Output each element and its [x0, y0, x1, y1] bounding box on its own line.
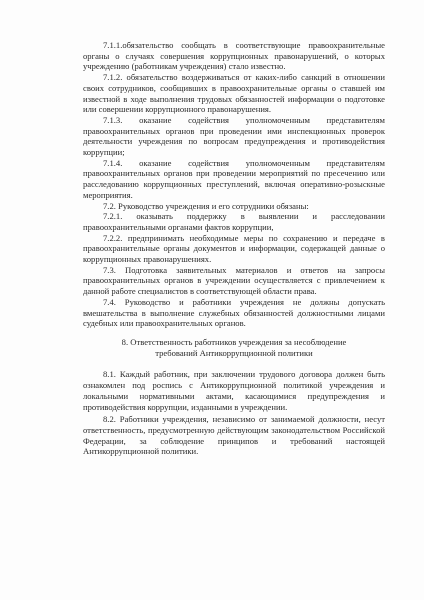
paragraph-7-2-1: 7.2.1. оказывать поддержку в выявлении и расследовании правоохранительными органами фактов коррупции,: [83, 211, 385, 232]
paragraph-7-1-1: 7.1.1.обязательство сообщать в соответствующие правоохранительные органы о случаях совершения коррупционных правонарушений, о которых учреждению (работникам учреждения) стало известно.: [83, 40, 385, 72]
paragraph-8-2: 8.2. Работники учреждения, независимо от занимаемой должности, несут ответственность, предусмотренную действующим законодательством Российской Федерации, за соблюдение принципов и требований настоящей Антикоррупционной политики.: [83, 414, 385, 457]
paragraph-7-2: 7.2. Руководство учреждения и его сотрудники обязаны:: [103, 200, 309, 211]
section-8-heading: [83, 337, 385, 359]
section-8-heading-line-1: 8. Ответственность работников учреждения за несоблюдение: [121, 336, 347, 347]
paragraph-7-1-3: 7.1.3. оказание содействия уполномоченным представителям правоохранительных органов при проведении ими инспекционных проверок деятельности учреждения по вопросам предупреждения и противодействия коррупции;: [83, 114, 385, 158]
paragraph-7-3: 7.3. Подготовка заявительных материалов и ответов на запросы правоохранительных органов в учреждении осуществляется с привлечением к данной работе специалистов в соответствующей области права.: [83, 264, 385, 297]
paragraph-7-1-2: 7.1.2. обязательство воздерживаться от каких-либо санкций в отношении своих сотрудников, сообщивших в правоохранительные органы о ставшей им известной в ходе выполнения трудовых обязанностей информации о подготовке или совершении коррупционного правонарушения.: [83, 72, 385, 115]
paragraph-8-1: 8.1. Каждый работник, при заключении трудового договора должен быть ознакомлен под роспись с Антикоррупционной политикой учреждения и локальными нормативными актами, касающимися предупреждения и противодействия коррупции, изданными в учреждении.: [83, 369, 385, 412]
paragraph-7-4: 7.4. Руководство и работники учреждения не должны допускать вмешательства в выполнение служебных обязанностей должностными лицами судебных или правоохранительных органов.: [83, 296, 385, 329]
document-body: [83, 40, 385, 457]
paragraph-7-1-4: 7.1.4. оказание содействия уполномоченным представителям правоохранительных органов при проведении мероприятий по пресечению или расследованию коррупционных преступлений, включая оперативно-розыскные мероприятия.: [83, 157, 385, 200]
paragraph-7-2-2: 7.2.2. предпринимать необходимые меры по сохранению и передаче в правоохранительные органы документов и информации, содержащей данные о коррупционных правонарушениях.: [83, 232, 385, 265]
section-8-heading-line-2: требований Антикоррупционной политики: [155, 348, 313, 359]
